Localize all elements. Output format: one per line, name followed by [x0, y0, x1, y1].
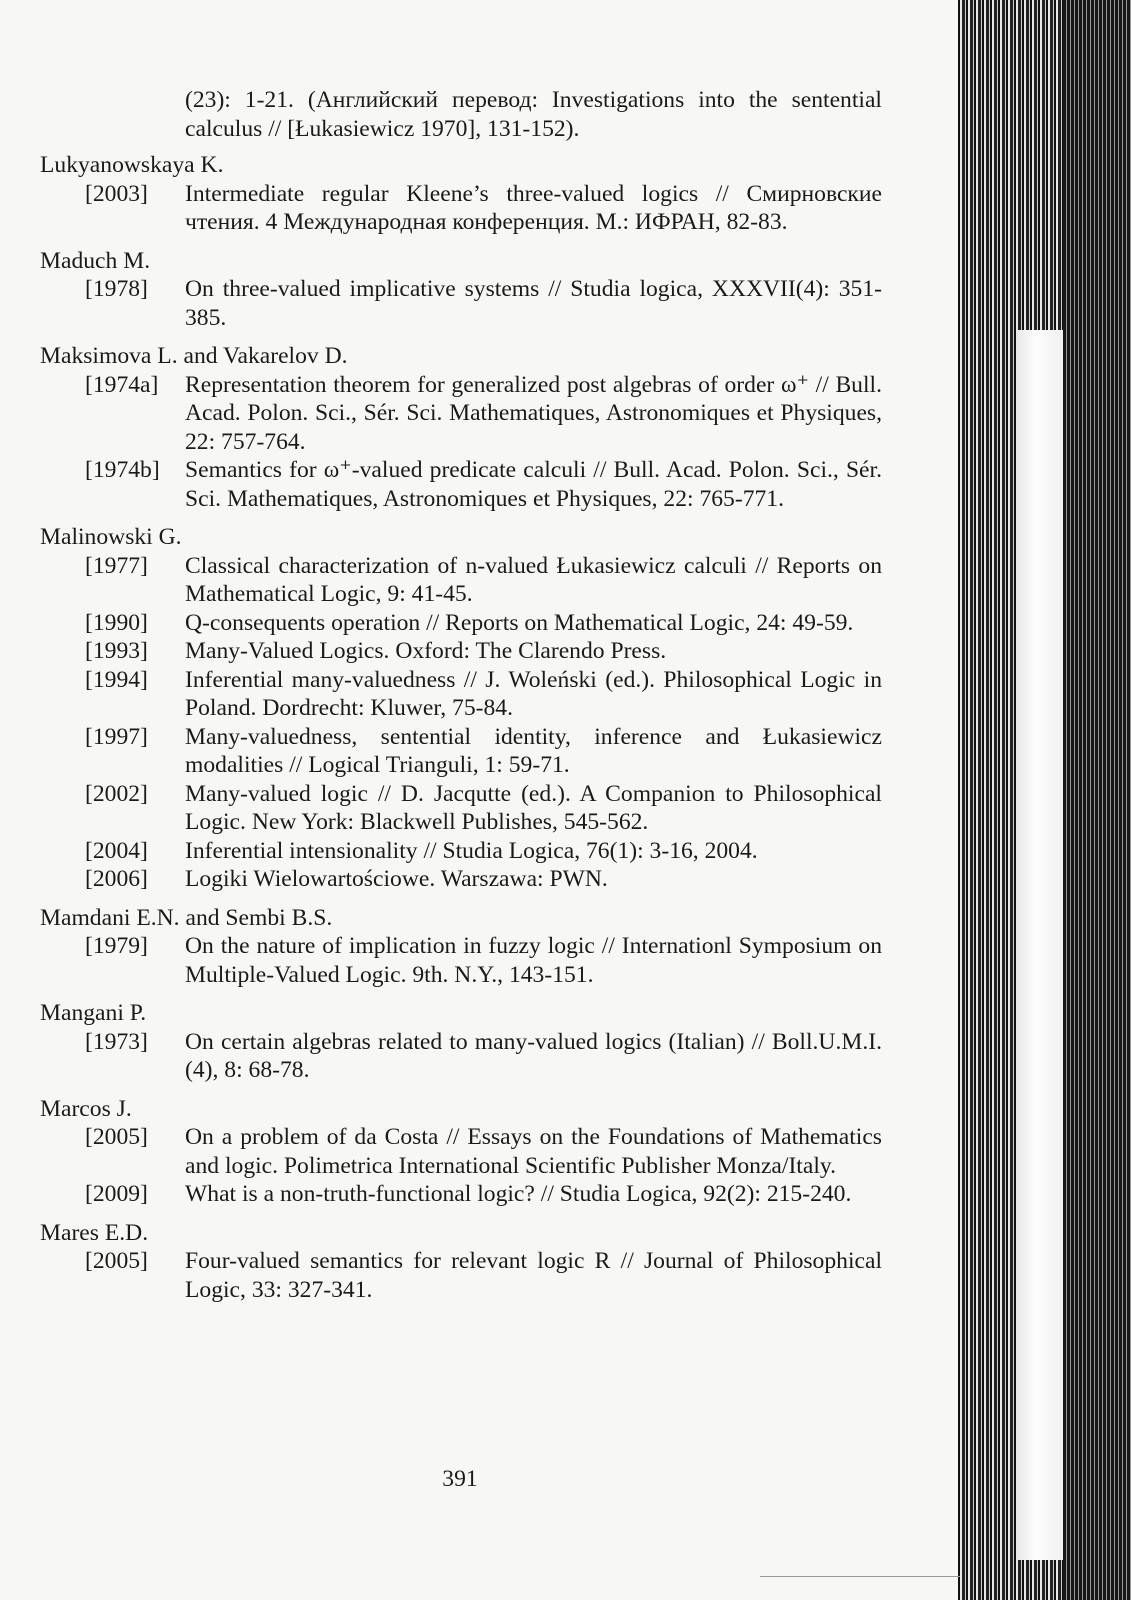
reference-year-cell [40, 780, 185, 837]
reference-year: [1977] [85, 552, 148, 579]
reference-year-cell [40, 1247, 185, 1304]
reference-year-cell [40, 552, 185, 609]
reference-year-cell [40, 932, 185, 989]
reference-year-cell [40, 1028, 185, 1085]
reference-year: [2009] [85, 1181, 148, 1207]
reference-text: Inferential intensionality // Studia Logica, 76(1): 3-16, 2004. [185, 837, 758, 864]
reference-entry [40, 865, 882, 894]
reference-year-cell [40, 865, 185, 894]
reference-entry [40, 723, 882, 780]
reference-text: Semantics for ω⁺-valued predicate calculi // Bull. Acad. Polon. Sci., Sér. Sci. Mathematiques, Astronomiques et Physiques, 22: 765-771. [185, 457, 882, 512]
reference-year: [1973] [85, 1028, 148, 1055]
author-name: Maduch M. [40, 247, 151, 274]
author-group [40, 1219, 882, 1305]
reference-year-cell [40, 609, 185, 638]
reference-year: [1978] [85, 276, 148, 302]
reference-entry [40, 1028, 882, 1085]
author-group [40, 999, 882, 1085]
author-group [40, 904, 882, 990]
reference-year: [2006] [85, 866, 148, 892]
bottom-rule [760, 1576, 960, 1577]
author-group [40, 342, 882, 513]
author-name: Mangani P. [40, 1000, 147, 1026]
reference-year-cell [40, 456, 185, 513]
reference-year-cell [40, 723, 185, 780]
lead-continuation: (23): 1-21. (Английский перевод: Investigations into the sentential calculus // [Łukasiewicz 1970], 131-152). [185, 87, 882, 142]
page-number: 391 [442, 1466, 478, 1492]
reference-text: What is a non-truth-functional logic? // Studia Logica, 92(2): 215-240. [185, 1181, 852, 1207]
reference-text: On three-valued implicative systems // Studia logica, XXXVII(4): 351-385. [185, 276, 882, 331]
author-name: Maksimova L. and Vakarelov D. [40, 343, 348, 369]
book-spine-shadow [1063, 0, 1131, 1600]
reference-entry [40, 456, 882, 513]
author-group [40, 151, 882, 237]
author-name: Lukyanowskaya K. [40, 152, 224, 178]
reference-year: [2002] [85, 780, 148, 807]
reference-year: [1997] [85, 723, 148, 750]
reference-year: [1993] [85, 638, 148, 664]
reference-text: Representation theorem for generalized post algebras of order ω⁺ // Bull. Acad. Polon. Sci., Sér. Sci. Mathematiques, Astronomiques et Physiques, 22: 757-764. [185, 371, 882, 455]
reference-text: Inferential many-valuedness // J. Woleński (ed.). Philosophical Logic in Poland. Dordrecht: Kluwer, 75-84. [185, 666, 882, 721]
reference-year: [1979] [85, 933, 148, 959]
reference-text: Logiki Wielowartościowe. Warszawa: PWN. [185, 866, 608, 892]
reference-entry [40, 666, 882, 723]
reference-year: [2005] [85, 1124, 148, 1150]
reference-entry [40, 780, 882, 837]
reference-year-cell [40, 1180, 185, 1209]
reference-year: [2005] [85, 1248, 148, 1274]
reference-text: Classical characterization of n-valued Łukasiewicz calculi // Reports on Mathematical Logic, 9: 41-45. [185, 552, 882, 607]
reference-entry [40, 1180, 882, 1209]
reference-entry [40, 637, 882, 666]
reference-text: On a problem of da Costa // Essays on the Foundations of Mathematics and logic. Polimetrica International Scientific Publisher Monza/Italy. [185, 1124, 882, 1179]
author-group [40, 247, 882, 333]
reference-entry [40, 275, 882, 332]
reference-year: [1974b] [85, 457, 160, 483]
author-name: Mares E.D. [40, 1219, 149, 1246]
reference-entry [40, 1247, 882, 1304]
book-spine-highlight [1018, 330, 1063, 1560]
bibliography-entries [40, 151, 882, 1304]
reference-year: [1990] [85, 609, 148, 636]
reference-text: Q-consequents operation // Reports on Mathematical Logic, 24: 49-59. [185, 609, 854, 636]
reference-text: Many-valuedness, sentential identity, inference and Łukasiewicz modalities // Logical Trianguli, 1: 59-71. [185, 723, 882, 778]
author-group [40, 523, 882, 894]
author-name: Malinowski G. [40, 524, 182, 550]
reference-year-cell [40, 1123, 185, 1180]
reference-entry [40, 552, 882, 609]
reference-year-cell [40, 837, 185, 866]
reference-year-cell [40, 666, 185, 723]
reference-year: [2003] [85, 180, 148, 207]
reference-entry [40, 1123, 882, 1180]
bibliography [40, 86, 882, 1314]
reference-entry [40, 371, 882, 457]
reference-year: [1974a] [85, 371, 159, 398]
reference-year-cell [40, 275, 185, 332]
reference-text: On certain algebras related to many-valued logics (Italian) // Boll.U.M.I. (4), 8: 68-78. [185, 1028, 882, 1083]
author-group [40, 1095, 882, 1209]
author-name: Marcos J. [40, 1095, 132, 1122]
reference-text: On the nature of implication in fuzzy logic // Internationl Symposium on Multiple-Valued Logic. 9th. N.Y., 143-151. [185, 933, 882, 988]
reference-year: [2004] [85, 837, 148, 864]
reference-entry [40, 609, 882, 638]
reference-text: Many-Valued Logics. Oxford: The Clarendo Press. [185, 638, 667, 664]
reference-text: Four-valued semantics for relevant logic R // Journal of Philosophical Logic, 33: 327-341. [185, 1248, 882, 1303]
reference-year: [1994] [85, 666, 148, 693]
author-name: Mamdani E.N. and Sembi B.S. [40, 904, 333, 931]
reference-text: Many-valued logic // D. Jacqutte (ed.). A Companion to Philosophical Logic. New York: Blackwell Publishes, 545-562. [185, 780, 882, 835]
reference-entry [40, 837, 882, 866]
reference-year-cell [40, 637, 185, 666]
reference-year-cell [40, 180, 185, 237]
reference-text: Intermediate regular Kleene’s three-valued logics // Смирновские чтения. 4 Международная конференция. М.: ИФРАН, 82-83. [185, 180, 882, 235]
reference-entry [40, 932, 882, 989]
reference-year-cell [40, 371, 185, 457]
reference-entry [40, 180, 882, 237]
